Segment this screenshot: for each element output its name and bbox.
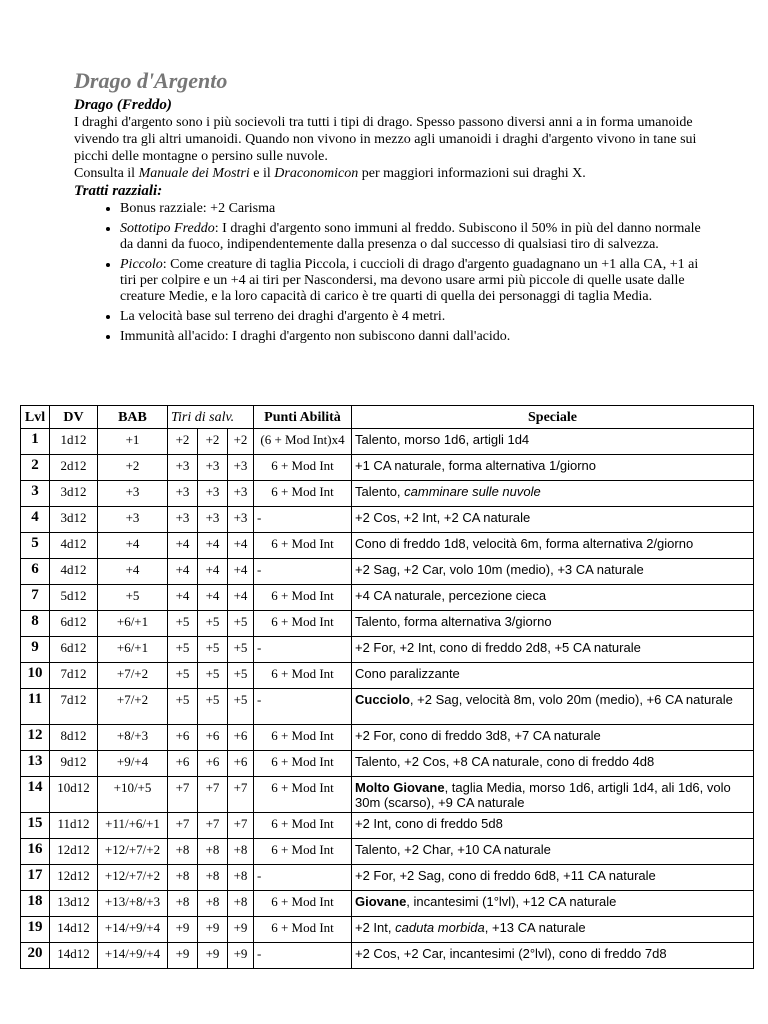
- traits-list: [74, 200, 714, 345]
- cell-save-will: +8: [228, 865, 254, 891]
- cell-save-ref: +3: [198, 507, 228, 533]
- cell-save-fort: +5: [168, 637, 198, 663]
- cell-save-will: +6: [228, 751, 254, 777]
- cell-special: [352, 725, 754, 751]
- cell-lvl: 2: [21, 455, 50, 481]
- cell-save-will: +4: [228, 585, 254, 611]
- document-body: [74, 66, 714, 348]
- cell-dv: 1d12: [50, 429, 98, 455]
- cell-skill-points: 6 + Mod Int: [254, 533, 352, 559]
- cell-save-fort: +3: [168, 481, 198, 507]
- header-punti: Punti Abilità: [254, 406, 352, 429]
- table-row: [21, 637, 754, 663]
- special-text: +4 CA naturale, percezione cieca: [355, 588, 547, 603]
- cell-special: [352, 891, 754, 917]
- cell-bab: +1: [98, 429, 168, 455]
- cell-skill-points: 6 + Mod Int: [254, 663, 352, 689]
- cell-dv: 4d12: [50, 559, 98, 585]
- cell-save-will: +7: [228, 813, 254, 839]
- cell-save-will: +3: [228, 455, 254, 481]
- cell-bab: +11/+6/+1: [98, 813, 168, 839]
- cell-skill-points: -: [254, 943, 352, 969]
- cell-lvl: 17: [21, 865, 50, 891]
- special-stage: Cucciolo: [355, 692, 410, 707]
- cell-lvl: 13: [21, 751, 50, 777]
- consult-paragraph: [74, 165, 714, 182]
- cell-save-will: +9: [228, 943, 254, 969]
- table-row: [21, 455, 754, 481]
- cell-dv: 13d12: [50, 891, 98, 917]
- cell-lvl: 1: [21, 429, 50, 455]
- cell-special: [352, 559, 754, 585]
- cell-bab: +4: [98, 533, 168, 559]
- cell-bab: +12/+7/+2: [98, 865, 168, 891]
- special-text: , taglia Media, morso 1d6, artigli 1d4, ali 1d6, volo 30m (scarso), +9 CA naturale: [355, 780, 731, 810]
- cell-save-will: +7: [228, 777, 254, 813]
- trait-label: Sottotipo Freddo: [120, 221, 215, 236]
- cell-lvl: 6: [21, 559, 50, 585]
- cell-special: [352, 865, 754, 891]
- cell-special: [352, 585, 754, 611]
- cell-skill-points: 6 + Mod Int: [254, 751, 352, 777]
- cell-dv: 8d12: [50, 725, 98, 751]
- table-row: [21, 813, 754, 839]
- cell-save-fort: +4: [168, 559, 198, 585]
- cell-bab: +7/+2: [98, 663, 168, 689]
- cell-dv: 5d12: [50, 585, 98, 611]
- cell-save-ref: +5: [198, 637, 228, 663]
- cell-save-fort: +9: [168, 917, 198, 943]
- cell-special: [352, 839, 754, 865]
- cell-save-fort: +5: [168, 689, 198, 725]
- cell-skill-points: -: [254, 637, 352, 663]
- special-stage: Giovane: [355, 894, 407, 909]
- cell-save-fort: +9: [168, 943, 198, 969]
- header-bab: BAB: [98, 406, 168, 429]
- cell-save-fort: +2: [168, 429, 198, 455]
- table-row: [21, 943, 754, 969]
- special-text: Talento,: [355, 484, 405, 499]
- cell-lvl: 5: [21, 533, 50, 559]
- cell-special: [352, 481, 754, 507]
- book-draconomicon: Draconomicon: [274, 166, 359, 181]
- cell-save-will: +5: [228, 689, 254, 725]
- trait-label: Piccolo: [120, 257, 163, 272]
- table-header-row: [21, 406, 754, 429]
- cell-bab: +5: [98, 585, 168, 611]
- cell-bab: +6/+1: [98, 611, 168, 637]
- cell-save-ref: +8: [198, 865, 228, 891]
- cell-bab: +14/+9/+4: [98, 917, 168, 943]
- special-text: +1 CA naturale, forma alternativa 1/giorno: [355, 458, 597, 473]
- special-text: +2 Sag, +2 Car, volo 10m (medio), +3 CA naturale: [355, 562, 644, 577]
- cell-save-ref: +5: [198, 611, 228, 637]
- cell-save-fort: +5: [168, 611, 198, 637]
- cell-dv: 7d12: [50, 689, 98, 725]
- cell-save-will: +8: [228, 891, 254, 917]
- cell-skill-points: 6 + Mod Int: [254, 839, 352, 865]
- special-text: +2 For, +2 Int, cono di freddo 2d8, +5 CA naturale: [355, 640, 641, 655]
- cell-skill-points: 6 + Mod Int: [254, 585, 352, 611]
- cell-skill-points: -: [254, 865, 352, 891]
- header-dv: DV: [50, 406, 98, 429]
- cell-special: [352, 813, 754, 839]
- cell-special: [352, 943, 754, 969]
- cell-lvl: 20: [21, 943, 50, 969]
- special-text: +2 Int,: [355, 920, 396, 935]
- cell-bab: +4: [98, 559, 168, 585]
- cell-save-ref: +7: [198, 777, 228, 813]
- cell-save-fort: +8: [168, 891, 198, 917]
- table-row: [21, 611, 754, 637]
- trait-text: : Come creature di taglia Piccola, i cuccioli di drago d'argento guadagnano un +1 alla CA, +1 ai tiri per colpire e un +4 ai tiri per Nascondersi, ma devono usare armi più piccole di quelle usate dalle creature Medie, e la loro capacità di carico è tre quarti di quella dei personaggi di taglia Media.: [120, 257, 699, 304]
- table-row: [21, 839, 754, 865]
- cell-save-fort: +7: [168, 813, 198, 839]
- trait-item: [120, 328, 714, 345]
- cell-dv: 2d12: [50, 455, 98, 481]
- cell-skill-points: 6 + Mod Int: [254, 611, 352, 637]
- special-text: +2 Cos, +2 Car, incantesimi (2°lvl), cono di freddo 7d8: [355, 946, 667, 961]
- cell-save-ref: +4: [198, 533, 228, 559]
- cell-special: [352, 533, 754, 559]
- cell-skill-points: -: [254, 507, 352, 533]
- cell-lvl: 8: [21, 611, 50, 637]
- cell-save-will: +3: [228, 481, 254, 507]
- cell-save-will: +2: [228, 429, 254, 455]
- trait-text: Immunità all'acido: I draghi d'argento non subiscono danni dall'acido.: [120, 329, 511, 344]
- cell-save-fort: +4: [168, 533, 198, 559]
- trait-text: : I draghi d'argento sono immuni al freddo. Subiscono il 50% in più del danno normale da danni da fuoco, indipendentemente dalla presenza o dal successo di qualsiasi tiro di salvezza.: [120, 221, 701, 252]
- cell-special: [352, 689, 754, 725]
- cell-dv: 14d12: [50, 943, 98, 969]
- consult-mid: e il: [249, 166, 275, 181]
- special-italic: camminare sulle nuvole: [404, 484, 541, 499]
- cell-save-ref: +8: [198, 839, 228, 865]
- special-text: +2 Cos, +2 Int, +2 CA naturale: [355, 510, 531, 525]
- cell-bab: +3: [98, 507, 168, 533]
- cell-save-will: +4: [228, 533, 254, 559]
- cell-lvl: 4: [21, 507, 50, 533]
- cell-dv: 6d12: [50, 611, 98, 637]
- special-text: +2 For, +2 Sag, cono di freddo 6d8, +11 CA naturale: [355, 868, 656, 883]
- table-row: [21, 865, 754, 891]
- cell-save-ref: +5: [198, 663, 228, 689]
- cell-save-will: +9: [228, 917, 254, 943]
- cell-dv: 12d12: [50, 839, 98, 865]
- cell-save-fort: +8: [168, 865, 198, 891]
- cell-save-ref: +6: [198, 725, 228, 751]
- special-text: Talento, +2 Cos, +8 CA naturale, cono di freddo 4d8: [355, 754, 655, 769]
- cell-lvl: 18: [21, 891, 50, 917]
- special-stage: Molto Giovane: [355, 780, 445, 795]
- cell-lvl: 12: [21, 725, 50, 751]
- cell-special: [352, 777, 754, 813]
- cell-skill-points: 6 + Mod Int: [254, 813, 352, 839]
- trait-text: Bonus razziale: +2 Carisma: [120, 201, 276, 216]
- cell-bab: +14/+9/+4: [98, 943, 168, 969]
- cell-save-ref: +6: [198, 751, 228, 777]
- table-row: [21, 917, 754, 943]
- cell-lvl: 14: [21, 777, 50, 813]
- progression-table: [20, 405, 754, 969]
- cell-save-ref: +5: [198, 689, 228, 725]
- cell-skill-points: 6 + Mod Int: [254, 455, 352, 481]
- subtitle: Drago (Freddo): [74, 97, 172, 113]
- table-row: [21, 663, 754, 689]
- cell-save-ref: +3: [198, 481, 228, 507]
- cell-special: [352, 429, 754, 455]
- cell-lvl: 15: [21, 813, 50, 839]
- special-text: Cono paralizzante: [355, 666, 460, 681]
- cell-save-will: +8: [228, 839, 254, 865]
- cell-special: [352, 637, 754, 663]
- cell-dv: 14d12: [50, 917, 98, 943]
- cell-special: [352, 507, 754, 533]
- cell-dv: 12d12: [50, 865, 98, 891]
- special-text: Talento, forma alternativa 3/giorno: [355, 614, 552, 629]
- cell-dv: 11d12: [50, 813, 98, 839]
- cell-save-fort: +6: [168, 725, 198, 751]
- cell-lvl: 19: [21, 917, 50, 943]
- header-lvl: Lvl: [21, 406, 50, 429]
- cell-lvl: 7: [21, 585, 50, 611]
- page-title: Drago d'Argento: [74, 68, 228, 93]
- cell-save-ref: +3: [198, 455, 228, 481]
- cell-save-ref: +9: [198, 917, 228, 943]
- cell-skill-points: 6 + Mod Int: [254, 891, 352, 917]
- cell-save-will: +5: [228, 663, 254, 689]
- table-row: [21, 533, 754, 559]
- trait-text: La velocità base sul terreno dei draghi d'argento è 4 metri.: [120, 309, 446, 324]
- cell-save-fort: +3: [168, 455, 198, 481]
- cell-dv: 4d12: [50, 533, 98, 559]
- cell-lvl: 10: [21, 663, 50, 689]
- cell-save-ref: +7: [198, 813, 228, 839]
- cell-bab: +3: [98, 481, 168, 507]
- cell-save-will: +5: [228, 611, 254, 637]
- special-italic: caduta morbida: [395, 920, 485, 935]
- special-text: Talento, +2 Char, +10 CA naturale: [355, 842, 551, 857]
- cell-bab: +10/+5: [98, 777, 168, 813]
- cell-save-fort: +5: [168, 663, 198, 689]
- table-row: [21, 559, 754, 585]
- cell-bab: +12/+7/+2: [98, 839, 168, 865]
- cell-save-will: +4: [228, 559, 254, 585]
- table-body: [21, 429, 754, 969]
- table-row: [21, 689, 754, 725]
- header-tiri: Tiri di salv.: [168, 406, 254, 429]
- consult-post: per maggiori informazioni sui draghi X.: [358, 166, 586, 181]
- cell-bab: +7/+2: [98, 689, 168, 725]
- cell-bab: +6/+1: [98, 637, 168, 663]
- cell-lvl: 11: [21, 689, 50, 725]
- cell-save-fort: +4: [168, 585, 198, 611]
- table-row: [21, 481, 754, 507]
- cell-bab: +13/+8/+3: [98, 891, 168, 917]
- cell-lvl: 3: [21, 481, 50, 507]
- cell-save-fort: +3: [168, 507, 198, 533]
- cell-save-fort: +7: [168, 777, 198, 813]
- book-manuale: Manuale dei Mostri: [138, 166, 250, 181]
- cell-skill-points: 6 + Mod Int: [254, 917, 352, 943]
- special-text: Talento, morso 1d6, artigli 1d4: [355, 432, 530, 447]
- special-text: , +2 Sag, velocità 8m, volo 20m (medio), +6 CA naturale: [409, 692, 733, 707]
- table-row: [21, 585, 754, 611]
- cell-skill-points: -: [254, 559, 352, 585]
- table-row: [21, 777, 754, 813]
- traits-heading: Tratti razziali:: [74, 183, 163, 199]
- table-row: [21, 429, 754, 455]
- cell-bab: +8/+3: [98, 725, 168, 751]
- cell-special: [352, 663, 754, 689]
- cell-special: [352, 751, 754, 777]
- cell-skill-points: -: [254, 689, 352, 725]
- cell-save-will: +3: [228, 507, 254, 533]
- cell-skill-points: (6 + Mod Int)x4: [254, 429, 352, 455]
- cell-dv: 3d12: [50, 507, 98, 533]
- cell-dv: 7d12: [50, 663, 98, 689]
- header-speciale: Speciale: [352, 406, 754, 429]
- special-text: +2 For, cono di freddo 3d8, +7 CA naturale: [355, 728, 601, 743]
- cell-save-ref: +4: [198, 585, 228, 611]
- table-row: [21, 751, 754, 777]
- table-row: [21, 725, 754, 751]
- cell-skill-points: 6 + Mod Int: [254, 725, 352, 751]
- cell-dv: 10d12: [50, 777, 98, 813]
- cell-special: [352, 455, 754, 481]
- special-text: +2 Int, cono di freddo 5d8: [355, 816, 503, 831]
- special-text-tail: , +13 CA naturale: [484, 920, 586, 935]
- cell-special: [352, 917, 754, 943]
- cell-skill-points: 6 + Mod Int: [254, 777, 352, 813]
- cell-dv: 6d12: [50, 637, 98, 663]
- table-row: [21, 891, 754, 917]
- cell-save-fort: +6: [168, 751, 198, 777]
- table-row: [21, 507, 754, 533]
- special-text: Cono di freddo 1d8, velocità 6m, forma alternativa 2/giorno: [355, 536, 694, 551]
- cell-lvl: 16: [21, 839, 50, 865]
- cell-save-ref: +9: [198, 943, 228, 969]
- cell-bab: +2: [98, 455, 168, 481]
- trait-item: [120, 200, 714, 217]
- special-text: , incantesimi (1°lvl), +12 CA naturale: [406, 894, 617, 909]
- cell-dv: 3d12: [50, 481, 98, 507]
- cell-save-ref: +4: [198, 559, 228, 585]
- cell-dv: 9d12: [50, 751, 98, 777]
- cell-save-ref: +2: [198, 429, 228, 455]
- intro-paragraph: I draghi d'argento sono i più socievoli tra tutti i tipi di drago. Spesso passono diversi anni a in forma umanoide vivendo tra gli altri umanoidi. Quando non vivono in mezzo agli umanoidi i draghi d'argento vivono in tane sui picchi delle montagne o persino sulle nuvole.: [74, 115, 697, 164]
- cell-save-will: +5: [228, 637, 254, 663]
- cell-save-fort: +8: [168, 839, 198, 865]
- trait-item: [120, 220, 714, 253]
- cell-skill-points: 6 + Mod Int: [254, 481, 352, 507]
- cell-save-ref: +8: [198, 891, 228, 917]
- consult-pre: Consulta il: [74, 166, 139, 181]
- cell-bab: +9/+4: [98, 751, 168, 777]
- cell-special: [352, 611, 754, 637]
- cell-lvl: 9: [21, 637, 50, 663]
- trait-item: [120, 308, 714, 325]
- cell-save-will: +6: [228, 725, 254, 751]
- trait-item: [120, 256, 714, 305]
